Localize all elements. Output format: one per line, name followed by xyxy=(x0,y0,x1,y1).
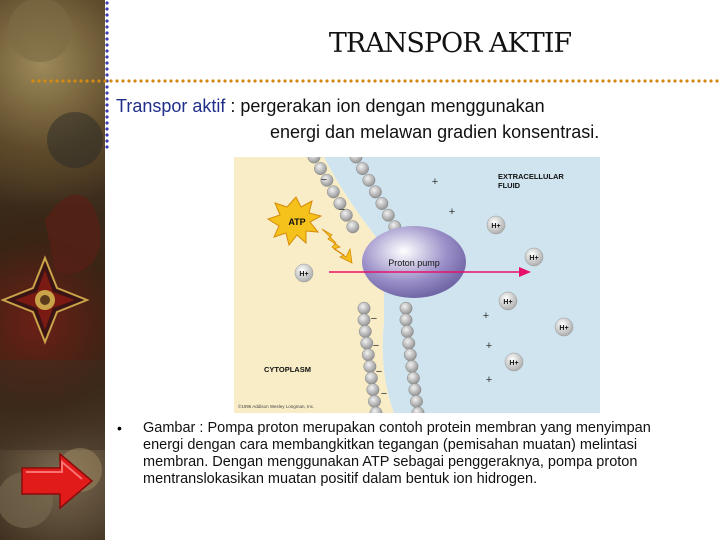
lipid-head xyxy=(368,395,380,407)
hydrogen-ion-icon xyxy=(505,353,523,371)
plus-sign: + xyxy=(448,206,456,218)
hydrogen-ion-icon xyxy=(555,318,573,336)
lipid-head xyxy=(363,174,375,186)
lipid-head xyxy=(403,337,415,349)
plus-sign: + xyxy=(485,340,493,352)
atp-label: ATP xyxy=(288,217,306,227)
hydrogen-ion-icon xyxy=(487,216,505,234)
minus-sign: − xyxy=(372,340,380,352)
minus-sign: − xyxy=(380,388,388,400)
hydrogen-ion-icon xyxy=(499,292,517,310)
lipid-head xyxy=(364,360,376,372)
lipid-head xyxy=(369,186,381,198)
hydrogen-ion-icon xyxy=(295,264,313,282)
copyright-text: ©1996 Addison Wesley Longman, Inc. xyxy=(238,404,315,409)
ion-label: H+ xyxy=(559,325,569,332)
dotted-border-vertical xyxy=(104,0,110,150)
lipid-head xyxy=(409,384,421,396)
plus-sign: + xyxy=(431,176,439,188)
lipid-head xyxy=(404,349,416,361)
minus-sign: − xyxy=(375,366,383,378)
lipid-head xyxy=(356,162,368,174)
extracellular-label-line2: FLUID xyxy=(498,181,521,190)
lipid-head xyxy=(359,325,371,337)
hydrogen-ion-icon xyxy=(525,248,543,266)
lipid-head xyxy=(382,209,394,221)
lipid-head xyxy=(358,314,370,326)
minus-sign: − xyxy=(320,174,328,186)
minus-sign: − xyxy=(338,204,346,216)
caption-bullet: • xyxy=(117,420,122,436)
definition-line1: : pergerakan ion dengan menggunakan xyxy=(225,96,545,116)
cytoplasm-label: CYTOPLASM xyxy=(264,365,311,374)
ion-label: H+ xyxy=(299,271,309,278)
red-next-arrow-icon[interactable] xyxy=(20,452,94,510)
lipid-head xyxy=(367,384,379,396)
lipid-head xyxy=(401,325,413,337)
ion-label: H+ xyxy=(509,360,519,367)
pump-label: Proton pump xyxy=(388,258,440,268)
ion-label: H+ xyxy=(529,255,539,262)
lipid-head xyxy=(327,186,339,198)
lipid-head xyxy=(376,197,388,209)
lipid-head xyxy=(314,162,326,174)
lipid-head xyxy=(358,302,370,314)
lipid-head xyxy=(406,360,418,372)
figure-caption: Gambar : Pompa proton merupakan contoh protein membran yang menyimpan energi dengan cara membangkitkan tegangan (pemisahan muatan) melintasi membran. Dengan menggunakan ATP sebagai penggeraknya, pompa proton mentranslokasikan muatan positif dalam bentuk ion hidrogen. xyxy=(143,420,651,487)
slide-title: TRANSPOR AKTIF xyxy=(328,28,572,59)
lipid-head xyxy=(400,302,412,314)
lipid-head xyxy=(361,337,373,349)
definition-text xyxy=(116,93,706,145)
plus-sign: + xyxy=(482,310,490,322)
ion-label: H+ xyxy=(503,299,513,306)
plus-sign: + xyxy=(485,374,493,386)
proton-pump-figure xyxy=(234,157,600,413)
extracellular-label-line1: EXTRACELLULAR xyxy=(498,172,564,181)
definition-term: Transpor aktif xyxy=(116,96,226,116)
lipid-head xyxy=(407,372,419,384)
lipid-head xyxy=(400,314,412,326)
lipid-head xyxy=(347,221,359,233)
lipid-head xyxy=(410,395,422,407)
ion-label: H+ xyxy=(491,223,501,230)
definition-line2: energi dan melawan gradien konsentrasi. xyxy=(270,122,600,142)
dotted-border-horizontal xyxy=(30,78,720,84)
minus-sign: − xyxy=(370,313,378,325)
